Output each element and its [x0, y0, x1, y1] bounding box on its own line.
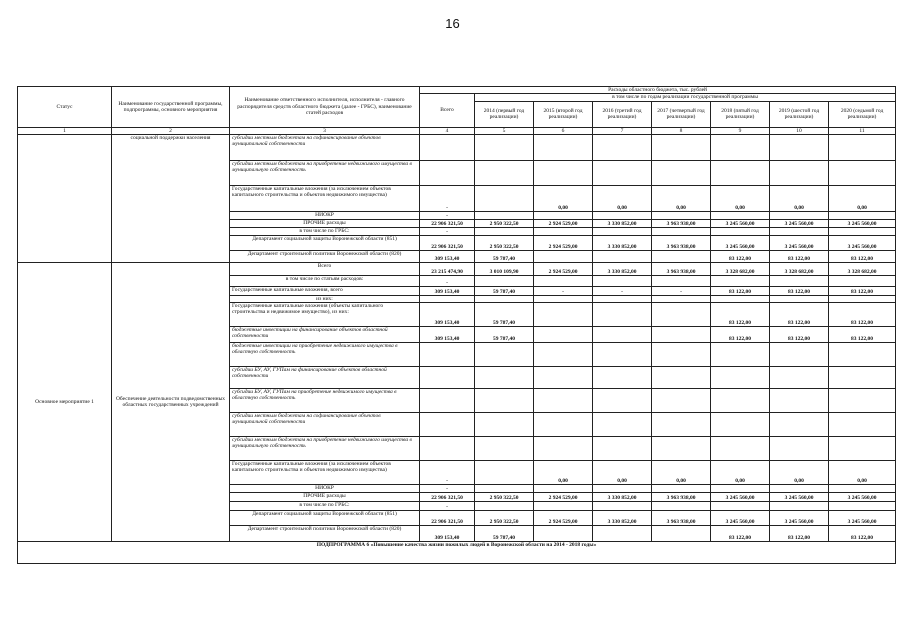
value-year-4: [652, 389, 711, 413]
value-total: 309 153,40: [420, 303, 475, 327]
value-year-4: [652, 367, 711, 389]
expense-item-label: Департамент социальной защиты Воронежской области (851): [230, 235, 420, 250]
value-year-1: 2 950 322,50: [475, 493, 534, 502]
value-year-3: [593, 250, 652, 262]
value-year-1: [475, 185, 534, 211]
value-year-6: [770, 413, 829, 437]
value-total: 309 153,40: [420, 286, 475, 295]
value-year-4: 3 963 938,00: [652, 511, 711, 526]
status-cell: [18, 134, 112, 262]
value-year-5: [711, 389, 770, 413]
value-year-1: 2 950 322,50: [475, 219, 534, 227]
value-year-7: [829, 211, 896, 219]
value-year-6: [770, 211, 829, 219]
expense-item-label: НИОКР: [230, 211, 420, 219]
value-year-6: [770, 389, 829, 413]
value-year-6: [770, 275, 829, 286]
expense-item-label: в том числе по ГРБС:: [230, 502, 420, 511]
value-year-4: [652, 295, 711, 302]
expense-item-label: Государственные капитальные вложения (объекты капитального строительства и недвижимое имущество), из них:: [230, 303, 420, 327]
value-year-4: [652, 134, 711, 160]
value-total: [420, 389, 475, 413]
value-year-2: 2 924 529,00: [534, 235, 593, 250]
value-total: -: [420, 227, 475, 235]
expense-item-label: Департамент строительной политики Воронежской области (820): [230, 526, 420, 542]
value-year-6: 83 122,00: [770, 286, 829, 295]
value-year-1: [475, 134, 534, 160]
value-year-1: 59 787,40: [475, 526, 534, 542]
value-year-2: [534, 526, 593, 542]
value-year-5: 83 122,00: [711, 286, 770, 295]
value-year-2: [534, 227, 593, 235]
value-total: 22 906 321,50: [420, 511, 475, 526]
value-year-3: 0,00: [593, 185, 652, 211]
value-year-3: [593, 485, 652, 493]
value-year-5: [711, 367, 770, 389]
value-year-7: 83 122,00: [829, 303, 896, 327]
value-year-7: [829, 413, 896, 437]
expense-item-label: бюджетные инвестиции на финансирование объектов областной собственности: [230, 327, 420, 343]
expense-item-label: субсидии местным бюджетам на приобретение недвижимого имущества в муниципальную собственность: [230, 437, 420, 461]
value-year-2: [534, 134, 593, 160]
expense-item-label: субсидии БУ, АУ, ГУПам на финансирование объектов областной собственности: [230, 367, 420, 389]
value-year-7: 83 122,00: [829, 327, 896, 343]
value-year-3: [593, 343, 652, 367]
value-year-6: [770, 343, 829, 367]
table-row: [18, 542, 896, 564]
value-year-3: [593, 413, 652, 437]
value-year-6: 83 122,00: [770, 303, 829, 327]
value-year-3: 0,00: [593, 461, 652, 485]
value-year-6: [770, 485, 829, 493]
table-row: [18, 262, 896, 275]
value-year-6: [770, 160, 829, 185]
value-year-7: 83 122,00: [829, 250, 896, 262]
column-number-10: 10: [770, 127, 829, 134]
value-year-5: 83 122,00: [711, 250, 770, 262]
header-year-6: 2019 (шестой год реализации): [770, 101, 829, 127]
value-year-3: 3 330 852,00: [593, 235, 652, 250]
value-year-6: [770, 502, 829, 511]
value-year-6: 3 328 682,00: [770, 262, 829, 275]
value-year-2: [534, 437, 593, 461]
header-year-2: 2015 (второй год реализации): [534, 101, 593, 127]
expense-item-label: из них:: [230, 295, 420, 302]
expense-item-label: НИОКР: [230, 485, 420, 493]
value-year-4: [652, 160, 711, 185]
column-number-2: 2: [112, 127, 230, 134]
value-year-3: [593, 295, 652, 302]
value-year-5: 83 122,00: [711, 303, 770, 327]
value-year-1: [475, 343, 534, 367]
value-year-6: [770, 367, 829, 389]
value-year-7: [829, 367, 896, 389]
value-year-2: 2 924 529,00: [534, 262, 593, 275]
expense-item-label: Государственные капитальные вложения (за исключением объектов капитального строительства и объектов недвижимого имущества): [230, 461, 420, 485]
value-year-3: [593, 367, 652, 389]
value-year-5: [711, 485, 770, 493]
value-year-7: [829, 227, 896, 235]
value-year-3: [593, 526, 652, 542]
expense-item-label: бюджетные инвестиции на приобретение недвижимого имущества в областную собственность: [230, 343, 420, 367]
value-year-4: [652, 526, 711, 542]
value-year-4: 0,00: [652, 185, 711, 211]
expense-item-label: Департамент строительной политики Воронежской области (820): [230, 250, 420, 262]
value-year-7: 83 122,00: [829, 526, 896, 542]
header-status: Статус: [18, 87, 112, 128]
value-year-7: 0,00: [829, 185, 896, 211]
value-year-4: 3 963 938,00: [652, 493, 711, 502]
value-year-7: [829, 343, 896, 367]
value-year-7: [829, 485, 896, 493]
value-year-1: [475, 295, 534, 302]
header-year-4: 2017 (четвертый год реализации): [652, 101, 711, 127]
value-year-4: [652, 275, 711, 286]
value-year-2: [534, 295, 593, 302]
value-year-5: [711, 343, 770, 367]
value-year-4: [652, 250, 711, 262]
value-year-5: 3 245 560,00: [711, 493, 770, 502]
value-year-6: [770, 134, 829, 160]
table-row: [18, 134, 896, 160]
value-year-7: [829, 134, 896, 160]
column-number-5: 5: [475, 127, 534, 134]
value-total: 309 153,40: [420, 250, 475, 262]
expense-item-label: субсидии БУ, АУ, ГУПам на приобретение недвижимого имущества в областную собственность: [230, 389, 420, 413]
value-year-2: [534, 413, 593, 437]
value-year-3: [593, 227, 652, 235]
value-year-7: 3 245 560,00: [829, 511, 896, 526]
value-total: [420, 134, 475, 160]
value-year-3: 3 330 852,00: [593, 262, 652, 275]
expense-item-label: субсидии местным бюджетам на приобретение недвижимого имущества в муниципальную собственность: [230, 160, 420, 185]
value-year-1: 59 787,40: [475, 303, 534, 327]
value-total: 309 153,40: [420, 327, 475, 343]
value-total: [420, 160, 475, 185]
value-year-4: -: [652, 286, 711, 295]
value-year-2: [534, 160, 593, 185]
value-total: 23 215 474,90: [420, 262, 475, 275]
value-year-7: [829, 389, 896, 413]
column-number-4: 4: [420, 127, 475, 134]
expense-item-label: ПРОЧИЕ расходы: [230, 219, 420, 227]
header-year-3: 2016 (третий год реализации): [593, 101, 652, 127]
value-year-7: 3 245 560,00: [829, 219, 896, 227]
value-year-2: [534, 275, 593, 286]
value-year-5: 3 328 682,00: [711, 262, 770, 275]
program-name-cont: социальной поддержки населения: [112, 134, 230, 262]
value-year-4: [652, 437, 711, 461]
value-total: [420, 413, 475, 437]
column-number-7: 7: [593, 127, 652, 134]
header-year-7: 2020 (седьмой год реализации): [829, 101, 896, 127]
expense-item-label: в том числе по статьям расходов:: [230, 275, 420, 286]
value-year-2: [534, 327, 593, 343]
value-year-6: 83 122,00: [770, 327, 829, 343]
value-year-5: [711, 275, 770, 286]
expense-item-label: Государственные капитальные вложения, всего: [230, 286, 420, 295]
header-program-name: Наименование государственной программы, подпрограммы, основного мероприятия: [112, 87, 230, 128]
value-year-5: 83 122,00: [711, 526, 770, 542]
value-year-4: [652, 485, 711, 493]
value-year-3: [593, 303, 652, 327]
value-total: 22 906 321,50: [420, 219, 475, 227]
value-year-1: 59 787,40: [475, 286, 534, 295]
value-year-1: [475, 367, 534, 389]
status-main-event: Основное мероприятие 1: [18, 262, 112, 541]
value-year-5: [711, 211, 770, 219]
header-executor: Наименование ответственного исполнителя, исполнителя - главного распорядителя средств областного бюджета (далее - ГРБС), наименование статей расходов: [230, 87, 420, 128]
value-total: 22 906 321,50: [420, 493, 475, 502]
value-year-4: [652, 343, 711, 367]
value-year-7: [829, 502, 896, 511]
column-number-1: 1: [18, 127, 112, 134]
value-year-5: [711, 295, 770, 302]
value-year-3: [593, 160, 652, 185]
value-year-1: [475, 227, 534, 235]
value-year-7: 3 328 682,00: [829, 262, 896, 275]
subprogram-title: ПОДПРОГРАММА 6 «Повышение качества жизни пожилых людей в Воронежской области на 2014 - 2018 годы»: [18, 542, 896, 564]
value-year-1: [475, 502, 534, 511]
value-year-1: 59 787,40: [475, 327, 534, 343]
value-year-2: [534, 485, 593, 493]
value-year-5: 3 245 560,00: [711, 235, 770, 250]
column-number-11: 11: [829, 127, 896, 134]
expense-item-label: субсидии местным бюджетам на софинансирование объектов муниципальной собственности: [230, 134, 420, 160]
value-year-1: 3 010 109,90: [475, 262, 534, 275]
value-year-4: 0,00: [652, 461, 711, 485]
value-year-1: [475, 461, 534, 485]
value-year-4: 3 963 938,00: [652, 235, 711, 250]
value-year-6: 83 122,00: [770, 250, 829, 262]
value-year-7: [829, 275, 896, 286]
value-total: 309 153,40: [420, 526, 475, 542]
value-year-7: [829, 437, 896, 461]
value-year-3: 3 330 852,00: [593, 511, 652, 526]
value-year-7: [829, 295, 896, 302]
value-year-7: 3 245 560,00: [829, 235, 896, 250]
value-year-6: 3 245 560,00: [770, 219, 829, 227]
value-year-2: [534, 303, 593, 327]
value-year-4: [652, 327, 711, 343]
value-year-3: [593, 502, 652, 511]
value-year-2: -: [534, 286, 593, 295]
value-year-5: [711, 134, 770, 160]
value-year-1: [475, 413, 534, 437]
value-year-7: 0,00: [829, 461, 896, 485]
column-number-3: 3: [230, 127, 420, 134]
value-year-2: [534, 211, 593, 219]
value-year-6: 3 245 560,00: [770, 511, 829, 526]
value-year-5: 0,00: [711, 461, 770, 485]
header-total: Всего: [420, 94, 475, 127]
header-by-years: в том числе по годам реализации государственной программы: [475, 94, 896, 101]
value-year-2: [534, 389, 593, 413]
value-year-5: [711, 227, 770, 235]
value-year-6: 3 245 560,00: [770, 235, 829, 250]
value-year-6: [770, 437, 829, 461]
value-year-5: 83 122,00: [711, 327, 770, 343]
value-total: [420, 367, 475, 389]
value-year-3: [593, 275, 652, 286]
value-total: [420, 437, 475, 461]
value-total: -: [420, 502, 475, 511]
value-year-4: [652, 502, 711, 511]
column-number-6: 6: [534, 127, 593, 134]
expense-item-label: в том числе по ГРБС:: [230, 227, 420, 235]
value-year-2: [534, 343, 593, 367]
value-year-2: 2 924 529,00: [534, 493, 593, 502]
value-year-4: [652, 303, 711, 327]
value-total: -: [420, 185, 475, 211]
value-year-2: [534, 367, 593, 389]
value-year-3: [593, 327, 652, 343]
value-year-5: [711, 502, 770, 511]
value-year-5: 0,00: [711, 185, 770, 211]
page-number: 16: [445, 16, 460, 31]
value-year-5: [711, 413, 770, 437]
budget-table: [17, 86, 896, 564]
value-year-5: [711, 437, 770, 461]
value-year-4: [652, 413, 711, 437]
value-year-1: 2 950 322,50: [475, 511, 534, 526]
value-year-6: [770, 295, 829, 302]
value-year-7: 83 122,00: [829, 286, 896, 295]
value-year-1: 2 950 322,50: [475, 235, 534, 250]
value-year-1: 59 787,40: [475, 250, 534, 262]
value-year-5: 3 245 560,00: [711, 511, 770, 526]
value-year-6: 0,00: [770, 461, 829, 485]
value-year-1: [475, 389, 534, 413]
value-year-5: [711, 160, 770, 185]
value-year-4: [652, 211, 711, 219]
value-year-6: [770, 227, 829, 235]
header-year-5: 2018 (пятый год реализации): [711, 101, 770, 127]
value-year-4: [652, 227, 711, 235]
value-year-2: 2 924 529,00: [534, 219, 593, 227]
value-total: -: [420, 461, 475, 485]
value-year-6: 3 245 560,00: [770, 493, 829, 502]
value-year-1: [475, 485, 534, 493]
value-year-3: 3 330 852,00: [593, 219, 652, 227]
value-total: [420, 343, 475, 367]
value-year-3: [593, 437, 652, 461]
value-year-3: -: [593, 286, 652, 295]
value-year-1: [475, 437, 534, 461]
expense-item-label: Всего: [230, 262, 420, 275]
value-year-3: 3 330 852,00: [593, 493, 652, 502]
header-year-1: 2014 (первый год реализации): [475, 101, 534, 127]
expense-item-label: субсидии местным бюджетам на софинансирование объектов муниципальной собственности: [230, 413, 420, 437]
value-year-3: [593, 389, 652, 413]
value-year-2: 0,00: [534, 185, 593, 211]
expense-item-label: Департамент социальной защиты Воронежской области (851): [230, 511, 420, 526]
value-year-6: 83 122,00: [770, 526, 829, 542]
expense-item-label: ПРОЧИЕ расходы: [230, 493, 420, 502]
value-year-7: 3 245 560,00: [829, 493, 896, 502]
value-year-3: [593, 134, 652, 160]
value-year-2: [534, 502, 593, 511]
value-year-6: 0,00: [770, 185, 829, 211]
value-year-1: [475, 275, 534, 286]
value-year-2: 2 924 529,00: [534, 511, 593, 526]
value-total: -: [420, 211, 475, 219]
value-year-1: [475, 160, 534, 185]
value-year-1: [475, 211, 534, 219]
header-expenses: Расходы областного бюджета, тыс. рублей: [420, 87, 896, 94]
expense-item-label: Государственные капитальные вложения (за исключением объектов капитального строительства и объектов недвижимого имущества): [230, 185, 420, 211]
column-number-9: 9: [711, 127, 770, 134]
column-number-8: 8: [652, 127, 711, 134]
value-year-7: [829, 160, 896, 185]
value-year-2: 0,00: [534, 461, 593, 485]
value-year-3: [593, 211, 652, 219]
value-total: [420, 295, 475, 302]
value-total: -: [420, 275, 475, 286]
main-event-name: Обеспечение деятельности подведомственных областных государственных учреждений: [112, 262, 230, 541]
value-total: 22 906 321,50: [420, 235, 475, 250]
value-year-5: 3 245 560,00: [711, 219, 770, 227]
value-year-4: 3 963 938,00: [652, 262, 711, 275]
value-year-4: 3 963 938,00: [652, 219, 711, 227]
value-year-2: [534, 250, 593, 262]
value-total: -: [420, 485, 475, 493]
